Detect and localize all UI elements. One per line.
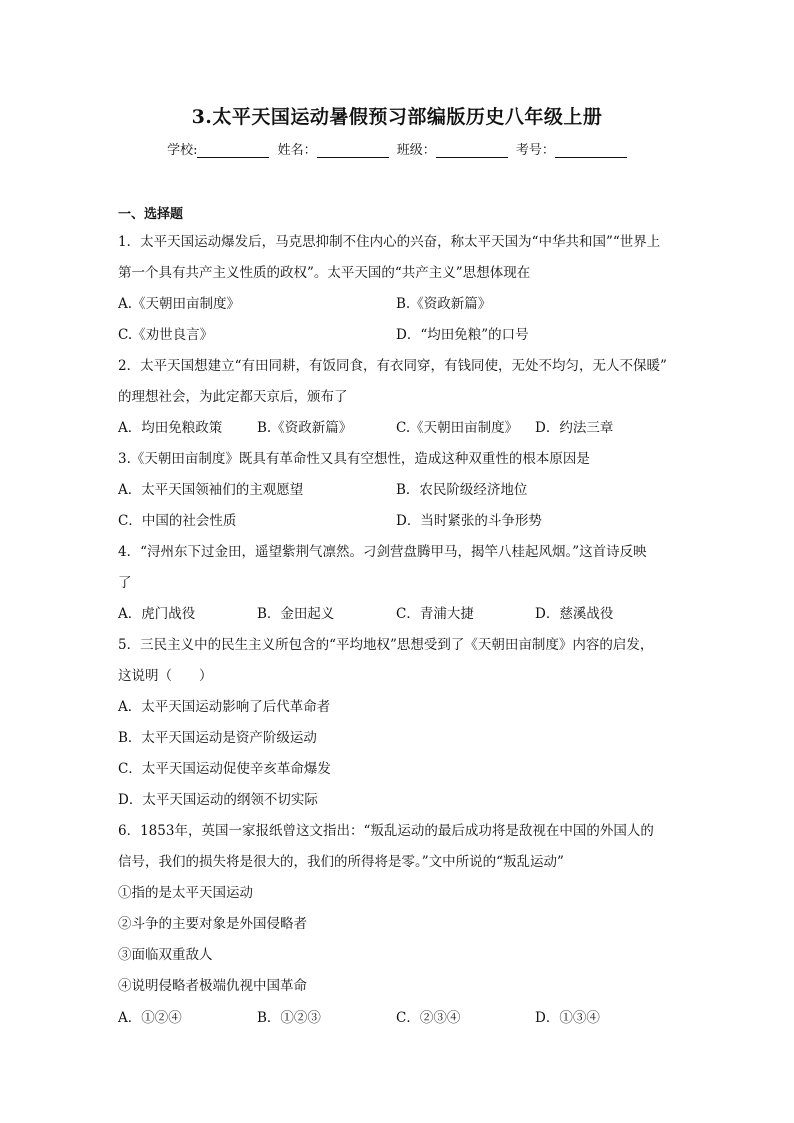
q2-option-b: B.《资政新篇》 xyxy=(257,420,353,436)
q2-option-a: A．均田免粮政策 xyxy=(118,420,223,436)
q2-option-d: D．约法三章 xyxy=(535,420,614,436)
q5-option-d: D．太平天国运动的纲领不切实际 xyxy=(118,792,318,808)
q2-stem-line2: 的理想社会，为此定都天京后，颁布了 xyxy=(118,389,348,405)
q3-option-c: C．中国的社会性质 xyxy=(118,513,237,529)
q4-option-b: B．金田起义 xyxy=(257,606,335,622)
q2-stem-line1: 2．太平天国想建立“有田同耕，有饭同食，有衣同穿，有钱同使，无处不均匀，无人不保暖” xyxy=(118,358,667,374)
q3-option-a: A．太平天国领袖们的主观愿望 xyxy=(118,482,304,498)
q4-option-c: C．青浦大捷 xyxy=(396,606,474,622)
q3-option-b: B．农民阶级经济地位 xyxy=(396,482,528,498)
exam-number-label: 考号： xyxy=(515,143,555,158)
q2-option-c: C.《天朝田亩制度》 xyxy=(396,420,519,436)
q1-stem-line1: 1．太平天国运动爆发后，马克思抑制不住内心的兴奋，称太平天国为“中华共和国”“世界上 xyxy=(118,234,661,250)
school-label: 学校: xyxy=(167,143,198,158)
q1-option-a: A.《天朝田亩制度》 xyxy=(118,296,241,312)
q5-stem-line1: 5．三民主义中的民生主义所包含的“平均地权”思想受到了《天朝田亩制度》内容的启发， xyxy=(118,637,654,653)
student-info-row xyxy=(0,139,794,158)
name-label: 姓名： xyxy=(277,143,317,158)
q5-option-b: B．太平天国运动是资产阶级运动 xyxy=(118,730,317,746)
name-blank xyxy=(317,145,389,158)
q3-stem-line1: 3.《天朝田亩制度》既具有革命性又具有空想性，造成这种双重性的根本原因是 xyxy=(118,451,590,467)
q5-option-c: C．太平天国运动促使辛亥革命爆发 xyxy=(118,761,331,777)
q1-stem-line2: 第一个具有共产主义性质的政权”。太平天国的“共产主义”思想体现在 xyxy=(118,265,531,281)
q6-stem-line2: 信号，我们的损失将是很大的，我们的所得将是零。”文中所说的“叛乱运动” xyxy=(118,854,564,870)
q6-option-a: A．①②④ xyxy=(118,1010,182,1026)
q4-option-d: D．慈溪战役 xyxy=(535,606,614,622)
q6-option-b: B．①②③ xyxy=(257,1010,321,1026)
q1-option-d: D．“均田免粮”的口号 xyxy=(396,327,529,343)
q5-option-a: A．太平天国运动影响了后代革命者 xyxy=(118,699,331,715)
q4-stem-line1: 4．“浔州东下过金田，遥望紫荆气凛然。刁剑营盘腾甲马，揭竿八桂起风烟。”这首诗反映 xyxy=(118,544,647,560)
q6-stem-line1: 6．1853年，英国一家报纸曾这文指出：“叛乱运动的最后成功将是敌视在中国的外国人的 xyxy=(118,823,654,839)
q1-option-b: B.《资政新篇》 xyxy=(396,296,492,312)
document-title: 3.太平天国运动暑假预习部编版历史八年级上册 xyxy=(191,106,603,128)
q6-statement-4: ④说明侵略者极端仇视中国革命 xyxy=(118,978,307,994)
q6-option-d: D．①③④ xyxy=(535,1010,600,1026)
q6-option-c: C．②③④ xyxy=(396,1010,461,1026)
school-blank xyxy=(197,145,269,158)
q1-option-c: C.《劝世良言》 xyxy=(118,327,214,343)
q6-statement-3: ③面临双重敌人 xyxy=(118,947,213,963)
q6-statement-2: ②斗争的主要对象是外国侵略者 xyxy=(118,916,307,932)
q4-option-a: A．虎门战役 xyxy=(118,606,196,622)
section-heading: 一、选择题 xyxy=(118,207,184,222)
exam-number-blank xyxy=(555,145,627,158)
class-blank xyxy=(436,145,508,158)
q3-option-d: D．当时紧张的斗争形势 xyxy=(396,513,542,529)
class-label: 班级： xyxy=(396,143,436,158)
q5-stem-line2: 这说明（ ） xyxy=(118,668,213,684)
q4-stem-line2: 了 xyxy=(118,575,132,591)
q6-statement-1: ①指的是太平天国运动 xyxy=(118,885,253,901)
